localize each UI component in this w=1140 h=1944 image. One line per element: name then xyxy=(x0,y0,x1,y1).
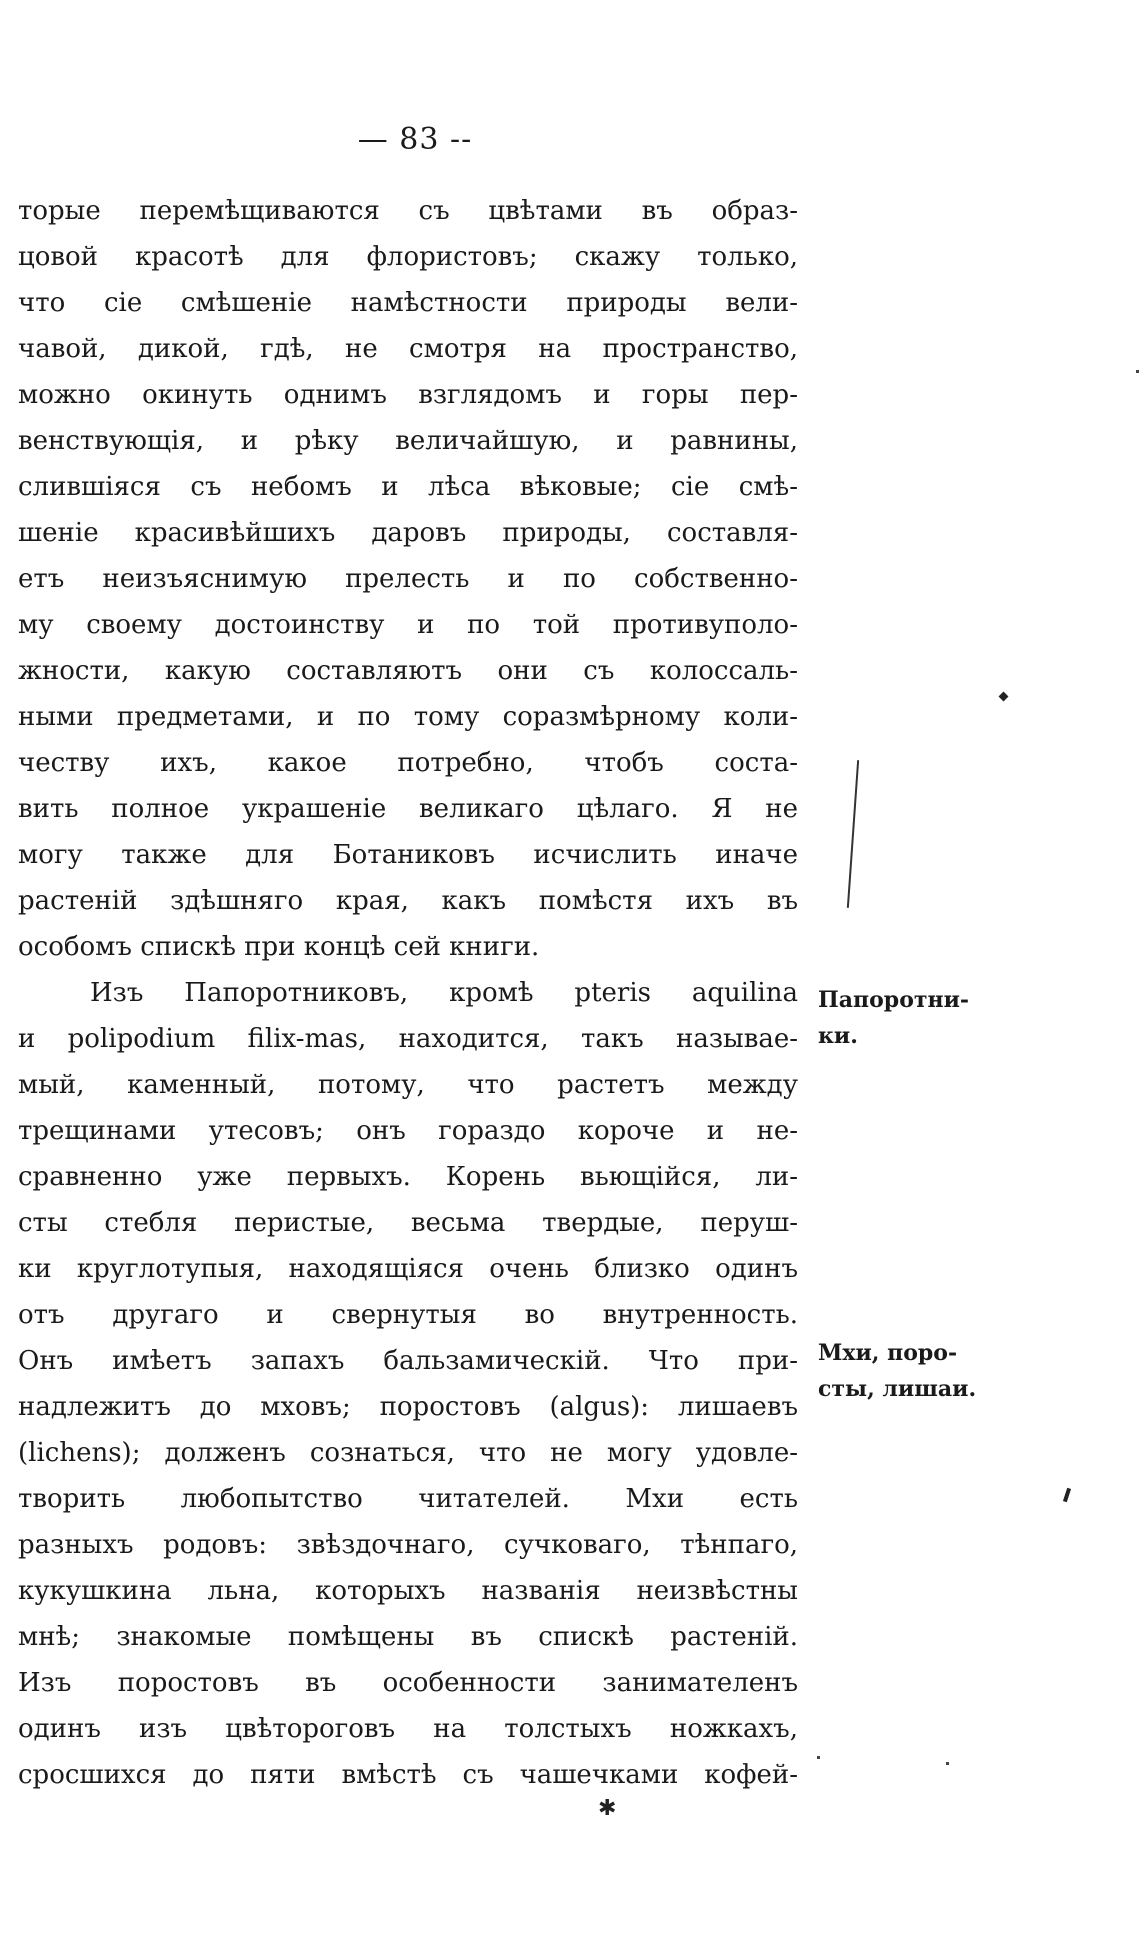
text-line-paragraph-start: Изъ Папоротниковъ, кромѣ pteris aquilina xyxy=(90,978,798,1008)
text-line: ными предметами, и по тому соразмѣрному коли- xyxy=(18,702,798,732)
margin-note-line: сты, лишаи. xyxy=(818,1376,977,1402)
ink-speck xyxy=(817,1756,820,1759)
text-line: отъ другаго и свернутыя во внутренность. xyxy=(18,1300,798,1330)
margin-note-mosses xyxy=(818,1335,998,1407)
text-line: етъ неизъяснимую прелесть и по собственно- xyxy=(18,564,798,594)
text-line: могу также для Ботаниковъ исчислить иначе xyxy=(18,840,798,870)
text-line: и polipodium filix-mas, находится, такъ называе- xyxy=(18,1024,798,1054)
text-line: Онъ имѣетъ запахъ бальзамическій. Что при- xyxy=(18,1346,798,1376)
margin-pencil-line xyxy=(847,760,859,908)
text-line: слившіяся съ небомъ и лѣса вѣковые; сіе смѣ- xyxy=(18,472,798,502)
margin-note-line: Папоротни- xyxy=(818,987,970,1013)
text-line: одинъ изъ цвѣтороговъ на толстыхъ ножкахъ, xyxy=(18,1714,798,1744)
main-text-block xyxy=(18,188,798,1798)
text-line: (lichens); долженъ сознаться, что не могу удовле- xyxy=(18,1438,798,1468)
text-line: творить любопытство читателей. Мхи есть xyxy=(18,1484,798,1514)
text-line: надлежитъ до мховъ; поростовъ (algus): лишаевъ xyxy=(18,1392,798,1422)
text-line: жности, какую составляютъ они съ колоссаль- xyxy=(18,656,798,686)
text-line: цовой красотѣ для флористовъ; скажу только, xyxy=(18,242,798,272)
page-number: — 83 -- xyxy=(357,122,473,157)
text-line-paragraph-end: особомъ спискѣ при концѣ сей книги. xyxy=(18,932,540,962)
text-line: ки круглотупыя, находящіяся очень близко одинъ xyxy=(18,1254,798,1284)
ink-speck xyxy=(999,692,1009,702)
margin-note-ferns xyxy=(818,982,998,1054)
text-line: чавой, дикой, гдѣ, не смотря на пространство, xyxy=(18,334,798,364)
text-line: трещинами утесовъ; онъ гораздо короче и не- xyxy=(18,1116,798,1146)
text-line: мнѣ; знакомые помѣщены въ спискѣ растеній. xyxy=(18,1622,798,1652)
text-line: сты стебля перистые, весьма твердые, перуш- xyxy=(18,1208,798,1238)
text-line: торые перемѣщиваются съ цвѣтами въ образ- xyxy=(18,196,798,226)
text-line: сравненно уже первыхъ. Корень вьющійся, ли- xyxy=(18,1162,798,1192)
ink-speck xyxy=(946,1762,949,1765)
printer-mark-icon: ✱ xyxy=(598,1796,617,1821)
text-line: честву ихъ, какое потребно, чтобъ соста- xyxy=(18,748,798,778)
text-line: шеніе красивѣйшихъ даровъ природы, составля- xyxy=(18,518,798,548)
text-line: разныхъ родовъ: звѣздочнаго, сучковаго, тѣнпаго, xyxy=(18,1530,798,1560)
text-line: му своему достоинству и по той противуполо- xyxy=(18,610,798,640)
text-line: кукушкина льна, которыхъ названія неизвѣстны xyxy=(18,1576,798,1606)
margin-note-line: Мхи, поро- xyxy=(818,1340,958,1366)
margin-note-line: ки. xyxy=(818,1023,858,1049)
text-line: растеній здѣшняго края, какъ помѣстя ихъ въ xyxy=(18,886,798,916)
text-line: сросшихся до пяти вмѣстѣ съ чашечками кофей- xyxy=(18,1760,798,1790)
text-line: венствующія, и рѣку величайшую, и равнины, xyxy=(18,426,798,456)
ink-speck xyxy=(1063,1488,1071,1503)
text-line: вить полное украшеніе великаго цѣлаго. Я не xyxy=(18,794,798,824)
text-line: можно окинуть однимъ взглядомъ и горы пер- xyxy=(18,380,798,410)
text-line: мый, каменный, потому, что растетъ между xyxy=(18,1070,798,1100)
text-line: Изъ поростовъ въ особенности занимателенъ xyxy=(18,1668,798,1698)
text-line: что сіе смѣшеніе намѣстности природы вели- xyxy=(18,288,798,318)
ink-speck xyxy=(1136,370,1139,373)
